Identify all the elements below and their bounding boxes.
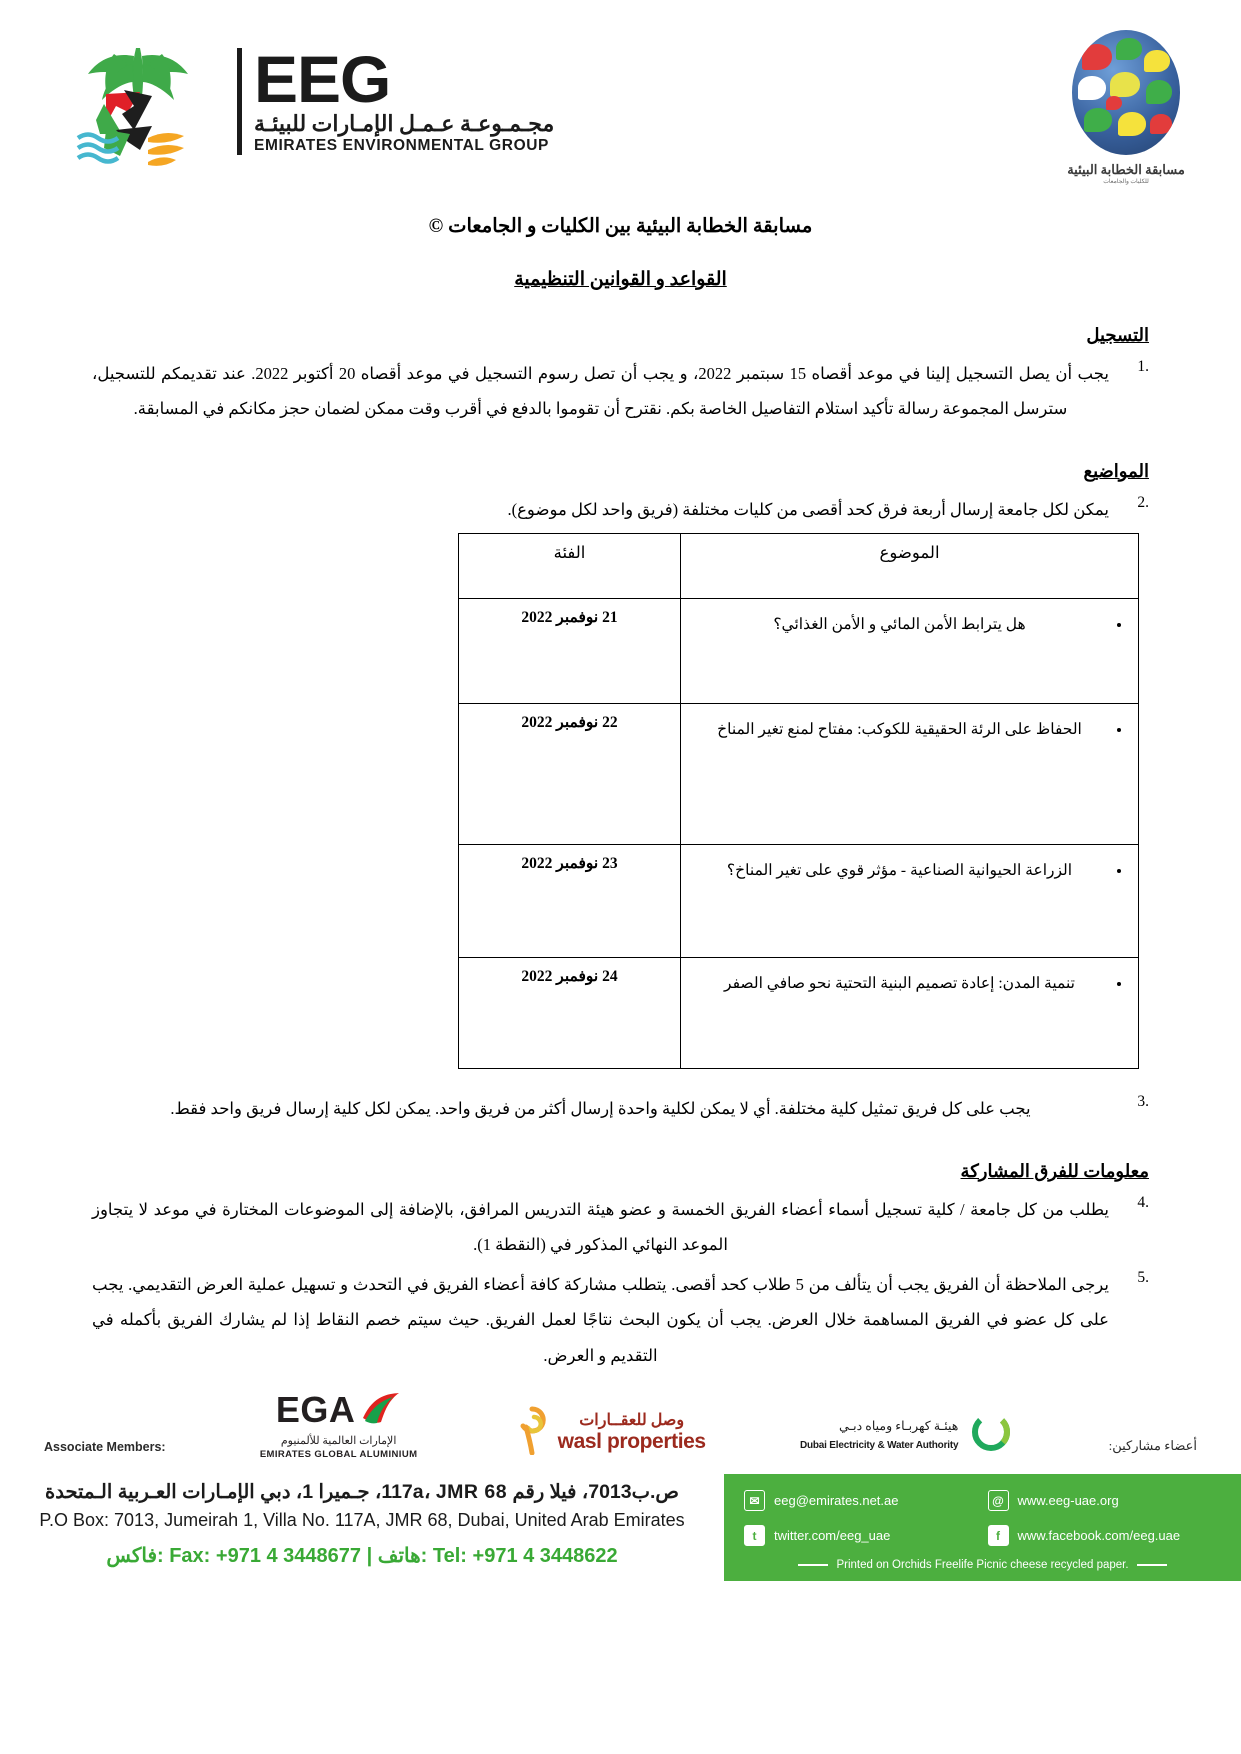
table-cell-category: 22 نوفمبر 2022 <box>459 704 681 845</box>
email-icon: ✉ <box>744 1490 765 1511</box>
palm-tree-recycle-logo-icon <box>48 34 223 169</box>
table-cell-topic <box>681 704 1139 845</box>
printed-note <box>744 1559 1221 1571</box>
list-item <box>92 492 1149 527</box>
social-link-email[interactable] <box>744 1490 978 1511</box>
topic-bullet: • الحفاظ على الرئة الحقيقية للكوكب: مفتاح لمنع تغير المناخ <box>693 713 1106 747</box>
rules-list-teams-pre <box>92 1091 1149 1126</box>
page-subtitle: القواعد و القوانين التنظيمية <box>514 269 727 290</box>
contest-logo-subcaption: للكليات والجامعات <box>1103 179 1149 185</box>
social-link-label: eeg@emirates.net.ae <box>774 1493 899 1508</box>
rules-list-teams <box>92 1192 1149 1373</box>
social-link-facebook[interactable] <box>988 1525 1222 1546</box>
dewa-english-name: Dubai Electricity & Water Authority <box>799 1439 959 1451</box>
topic-bullet-list <box>693 854 1126 888</box>
social-link-twitter[interactable] <box>744 1525 978 1546</box>
topic-bullet-list <box>693 608 1126 642</box>
topics-table <box>458 533 1139 1069</box>
rule-text: يرجى الملاحظة أن الفريق يجب أن يتألف من 5 طلاب كحد أقصى. يتطلب مشاركة كافة أعضاء الفريق في التحدث و تسهيل عملية العرض التقديمي. يجب على كل عضو في الفريق المساهمة خلال العرض. يجب أن يكون البحث نتاجًا لعمل الفريق. حيث سيتم خصم النقاط إذا لم يشارك الفريق بأكمله في التقديم و العرض. <box>92 1274 1109 1365</box>
table-row <box>459 845 1139 958</box>
divider-right <box>1137 1564 1167 1565</box>
members-label-arabic: أعضاء مشاركين: <box>1108 1438 1197 1453</box>
topic-bullet: • الزراعة الحيوانية الصناعية - مؤثر قوي على تغير المناخ؟ <box>693 854 1106 888</box>
table-cell-category: 21 نوفمبر 2022 <box>459 599 681 704</box>
associate-members-label: Associate Members: <box>44 1440 166 1454</box>
topic-bullet: • تنمية المدن: إعادة تصميم البنية التحتية نحو صافي الصفر <box>693 967 1106 1001</box>
wasl-arabic-name: وصل للعقــارات <box>579 1411 685 1429</box>
eeg-arabic-name: مجـمـوعـة عـمـل الإمـارات للبيئـة <box>237 111 554 137</box>
facebook-icon: f <box>988 1525 1009 1546</box>
eeg-logo <box>48 34 554 169</box>
rule-text: يمكن لكل جامعة إرسال أربعة فرق كحد أقصى من كليات مختلفة (فريق واحد لكل موضوع). <box>507 499 1109 519</box>
table-cell-topic <box>681 845 1139 958</box>
dewa-ring-icon <box>968 1409 1014 1460</box>
social-panel <box>724 1474 1241 1581</box>
speech-bubble-globe-icon <box>1072 30 1180 155</box>
list-item <box>92 1267 1149 1373</box>
printed-note-text: Printed on Orchids Freelife Picnic cheese recycled paper. <box>836 1559 1129 1571</box>
rule-number: 5. <box>1137 1268 1149 1286</box>
contest-logo <box>1063 30 1189 185</box>
social-link-label: www.facebook.com/eeg.uae <box>1017 1528 1181 1543</box>
eeg-english-name: EMIRATES ENVIRONMENTAL GROUP <box>237 137 554 155</box>
divider-left <box>798 1564 828 1565</box>
table-row <box>459 599 1139 704</box>
column-header-category: الفئة <box>459 534 681 599</box>
sponsor-ega <box>259 1389 418 1460</box>
eeg-wordmark <box>237 42 555 155</box>
eeg-letters: EEG <box>237 48 554 111</box>
ega-arabic-name: الإمارات العالمية للألمنيوم <box>280 1435 397 1447</box>
topic-bullet: • هل يترابط الأمن المائي و الأمن الغذائي؟ <box>693 608 1106 642</box>
table-row <box>459 958 1139 1069</box>
list-item <box>92 1192 1149 1263</box>
rule-text: يطلب من كل جامعة / كلية تسجيل أسماء أعضاء الفريق الخمسة و عضو هيئة التدريس المرافق، بالإضافة إلى الموضوعات المختارة في موعد لا يتجاوز الموعد النهائي المذكور في (النقطة 1). <box>92 1199 1109 1255</box>
page-title: مسابقة الخطابة البيئية بين الكليات و الجامعات © <box>428 216 813 237</box>
sponsor-wasl <box>512 1403 706 1460</box>
table-header-row <box>459 534 1139 599</box>
rules-list-registration <box>92 356 1149 427</box>
table-cell-category: 24 نوفمبر 2022 <box>459 958 681 1069</box>
wasl-english-name: wasl properties <box>557 1429 706 1453</box>
social-link-label: www.eeg-uae.org <box>1017 1493 1119 1508</box>
wasl-spiral-icon <box>512 1403 552 1460</box>
rules-list-topics <box>92 492 1149 527</box>
phone-fax-line: Tel: +971 4 3448622 :هاتف | Fax: +971 4 3448677 :فاكس <box>106 1545 618 1567</box>
document-footer <box>0 1368 1241 1581</box>
topic-bullet-list <box>693 967 1126 1001</box>
column-header-topic: الموضوع <box>681 534 1139 599</box>
contact-bar <box>0 1474 1241 1581</box>
table-cell-topic <box>681 599 1139 704</box>
rule-number: 3. <box>1137 1093 1149 1111</box>
table-cell-category: 23 نوفمبر 2022 <box>459 845 681 958</box>
social-link-website[interactable] <box>988 1490 1222 1511</box>
section-heading-teams: معلومات للفرق المشاركة <box>960 1160 1149 1181</box>
document-header <box>0 0 1241 200</box>
section-heading-registration: التسجيل <box>1086 325 1149 345</box>
topic-bullet-list <box>693 713 1126 747</box>
website-icon: @ <box>988 1490 1009 1511</box>
contest-logo-caption: مسابقة الخطابة البيئية <box>1067 162 1185 177</box>
rule-text: يجب أن يصل التسجيل إلينا في موعد أقصاه 15 سبتمبر 2022، و يجب أن تصل رسوم التسجيل في موعد أقصاه 20 أكتوبر 2022. عند تقديمكم للتسجيل، سترسل المجموعة رسالة تأكيد استلام التفاصيل الخاصة بكم. نقترح أن تقوموا بالدفع في أقرب وقت ممكن لضمان حجز مكانكم في المسابقة. <box>92 364 1109 419</box>
table-cell-topic <box>681 958 1139 1069</box>
list-item <box>92 356 1149 427</box>
table-row <box>459 704 1139 845</box>
document-body <box>0 214 1241 1373</box>
address-english: P.O Box: 7013, Jumeirah 1, Villa No. 117A, JMR 68, Dubai, United Arab Emirates <box>39 1510 685 1530</box>
section-heading-topics: المواضيع <box>1083 460 1149 481</box>
address-arabic: ص.ب7013، فيلا رقم 117a، JMR 68، جـميرا 1، دبي الإمـارات العـربية الـمتحدة <box>45 1481 679 1503</box>
rule-number: 1. <box>1137 358 1149 375</box>
rule-number: 2. <box>1137 493 1149 511</box>
list-item <box>92 1091 1149 1126</box>
ega-flag-icon <box>359 1392 401 1431</box>
rule-text: يجب على كل فريق تمثيل كلية مختلفة. أي لا يمكن لكلية واحدة إرسال أكثر من فريق واحد. يمكن لكل كلية إرسال فريق واحد فقط. <box>170 1099 1031 1119</box>
twitter-icon: t <box>744 1525 765 1546</box>
contact-address-block <box>0 1474 724 1581</box>
sponsor-dewa <box>800 1409 1014 1460</box>
social-link-label: twitter.com/eeg_uae <box>774 1528 891 1543</box>
ega-english-name: EMIRATES GLOBAL ALUMINIUM <box>259 1449 418 1460</box>
ega-wordmark: EGA <box>275 1389 356 1430</box>
social-links-grid <box>744 1490 1221 1546</box>
rule-number: 4. <box>1137 1193 1149 1211</box>
dewa-arabic-name: هيئـة كهربـاء ومياه دبـي <box>839 1418 959 1433</box>
sponsors-bar <box>0 1368 1241 1460</box>
